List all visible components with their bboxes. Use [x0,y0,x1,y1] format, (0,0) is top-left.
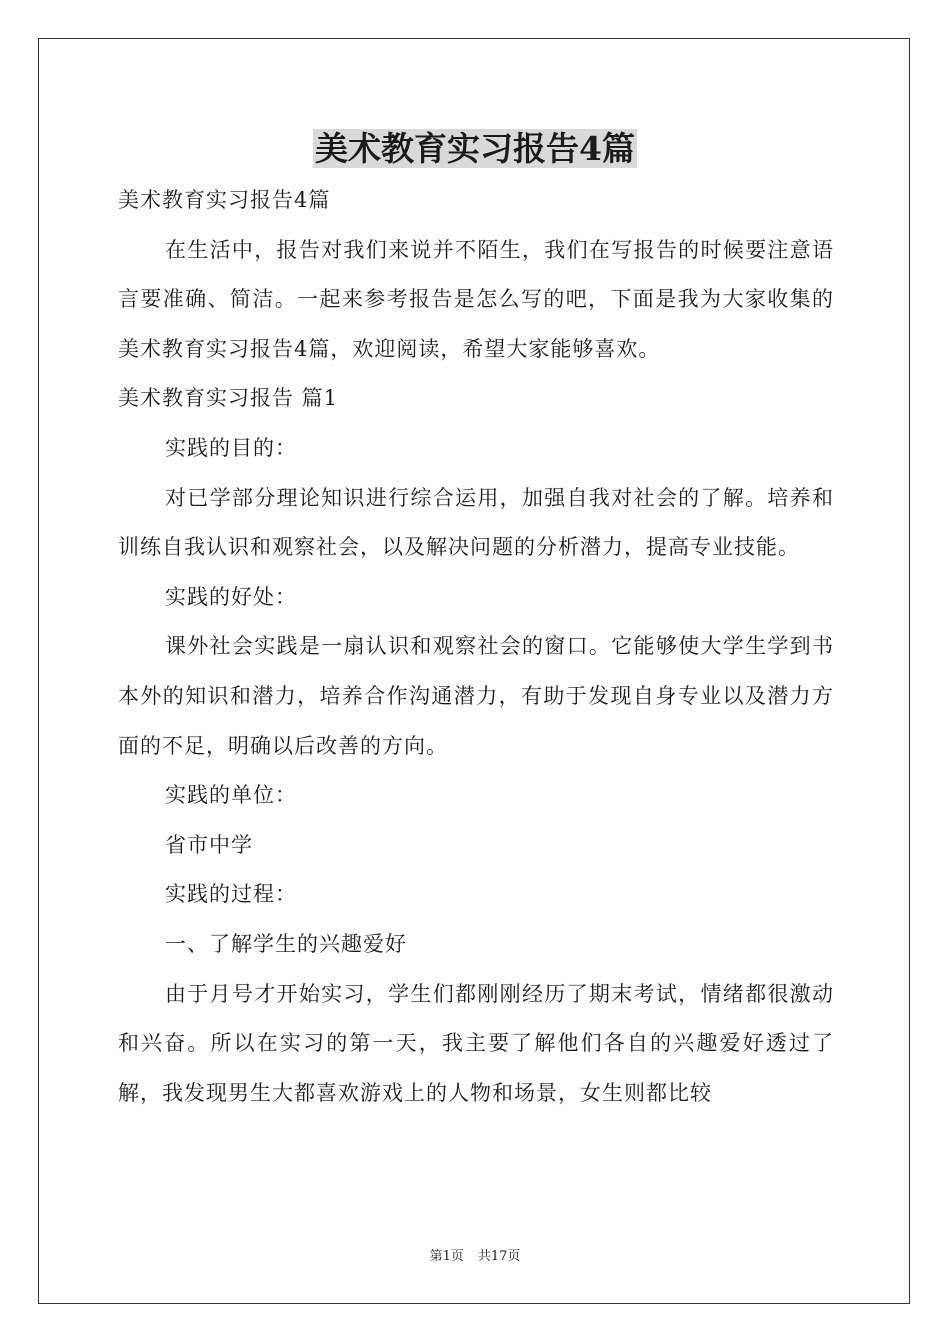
document-title [0,126,950,172]
body-paragraph: 对已学部分理论知识进行综合运用，加强自我对社会的了解。培养和训练自我认识和观察社会，以及解决问题的分析潜力，提高专业技能。 [118,485,834,560]
body-paragraph: 一、了解学生的兴趣爱好 [165,931,407,956]
body-paragraph: 课外社会实践是一扇认识和观察社会的窗口。它能够使大学生学到书本外的知识和潜力，培养合作沟通潜力，有助于发现自身专业以及潜力方面的不足，明确以后改善的方向。 [118,634,834,758]
body-paragraph: 在生活中，报告对我们来说并不陌生，我们在写报告的时候要注意语言要准确、简洁。一起来参考报告是怎么写的吧，下面是我为大家收集的美术教育实习报告4篇，欢迎阅读，希望大家能够喜欢。 [118,237,834,361]
body-paragraph: 美术教育实习报告4篇 [118,188,331,212]
body-paragraph: 实践的好处： [165,584,297,609]
page-footer [0,1248,950,1266]
body-paragraph: 由于月号才开始实习，学生们都刚刚经历了期末考试，情绪都很激动和兴奋。所以在实习的第一天，我主要了解他们各自的兴趣爱好透过了解，我发现男生大都喜欢游戏上的人物和场景，女生则都比较 [118,981,834,1105]
body-paragraph: 省市中学 [165,832,253,857]
body-paragraph: 实践的过程： [165,882,297,907]
body-paragraph: 实践的目的： [165,435,297,460]
document-title-text: 美术教育实习报告4篇 [315,129,635,168]
body-paragraph: 实践的单位： [165,783,297,808]
document-body [118,176,834,1118]
page-number: 第1页 [429,1249,464,1264]
page-total: 共17页 [477,1249,521,1264]
body-paragraph: 美术教育实习报告 篇1 [118,386,339,411]
